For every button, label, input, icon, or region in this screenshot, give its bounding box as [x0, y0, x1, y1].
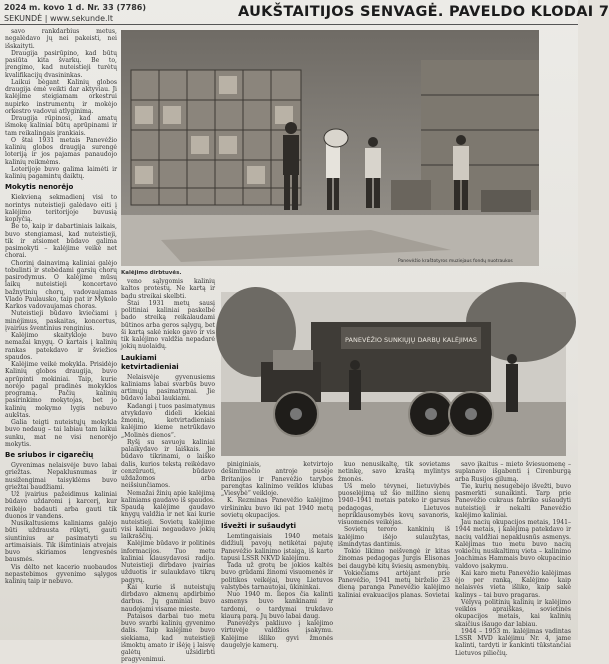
paragraph: K. Rezminas Panevėžio kalėjimo viršininku buvo iki pat 1940 metų sovietų okupacijos. [221, 497, 333, 519]
paragraph: Ryšį su savuoju kaliniai palaikydavo ir laiškais. Jie būdavo tikrinami, o laiško dalis, kurios tekstą reikėdavo cenzūruoti, būdavo uždažomos arba neišsiunčiamos. [121, 438, 215, 490]
paragraph: Vėlyvą politinių kalinių ir kalėjimo veiklos apraiškas, sovietinės okupacijos metais, kai kalinių skaičius išaugo dar labiau. [455, 598, 571, 628]
photo-credit-top: Panevėžio kraštotyros muziejaus fondų nuotraukos [398, 259, 513, 264]
paragraph: Gyvenimas nelaisvėje buvo labai griežtas. Nepaklusnumas ir nusižengimai taisyklėms buvo griežtai baudžiami. [5, 462, 117, 491]
paragraph: Kai karo metu Panevėžio kalėjimas ėjo per ranką, Kalėjimo kaip nelaisvės vieta išliko, kaip sakė kalinys – tai buvo pragaras. [455, 569, 571, 599]
paragraph: Kai kurie iš nuteistųjų dirbdavo akmenų apdirbimo darbus. Jų gaminiai buvo naudojami visame mieste. [121, 583, 215, 613]
paragraph: Tokio likimo neišvengė ir kitas žinomas pedagogas Jurgis Elisonas bei daugybė kitų šviesių asmenybių. [338, 548, 450, 570]
truck-illustration [221, 292, 566, 456]
publication-site: SEKUNDĖ | www.sekunde.lt [4, 14, 113, 23]
paragraph: Draugija rūpinosi, kad amatų išmokę kaliniai būtų aprūpinami ir tam reikalingais įrankiais. [5, 115, 117, 137]
paragraph: Štai 1931 metų sausį politiniai kaliniai paskelbė bado streiką reikalaudami būtinos arba geros sąlygų, bet ši kartą sakė nieko gavo ir vis tik kalėjimo valdžia nepadarė jokių nuolaidų. [121, 299, 215, 351]
paragraph: Vis dėlto net kacerio nuobaudos nepastebimos gyvenimo sąlygos kalinių taip ir nebuvo. [5, 563, 117, 585]
paragraph: Nelaisvėje gyvenusiems kaliniams labai svarbūs buvo artimųjų pasimatymai. Jie būdavo labai laukiami. [121, 373, 215, 403]
photo-caption-top-left: Kalėjimo dirbtuvės. [121, 270, 182, 276]
section-title: AUKŠTAITIJOS SENVAGĖ. PAVELDO KLODAI 7 [238, 4, 609, 20]
paragraph: Loterijoje buvo galima laimėti ir kalinių pagamintų daiktų. [5, 165, 117, 180]
paragraph: piniginiais, ketvirtojo dešimtmečio antroje pusėje Britanijos ir Panevėžio tarybos parengtas kalinimo veiklos klubas „Viesybė“ veikloje. [221, 461, 333, 497]
paragraph: Tie, kurių nesugebėjo išvežti, buvo pasmerkti sunaikinti. Tarp prie Panevėžio cukraus fabriko sušaudyti nuteistieji ir nekalti Panevėžio kalėjimo kaliniai. [455, 482, 571, 519]
paragraph: savo rankdarbius metus, negalėdavo jų nei pakeisti, nei išskaityti. [5, 28, 117, 50]
paragraph: Chorinį dainavimą kaliniai galėjo tobulinti ir stebėdami garsių chorų pasirodymus. O kalėjime mūsų laikų nuteistieji koncertavo bažnytinių chorų, vadovaujamas Vlado Paulausko, taip pat ir Mykolo Karkos vadovaujamas choras. [5, 259, 117, 310]
workshop-scene-illustration [121, 30, 539, 266]
paragraph: O štai 1931 metais Panevėžio kalinių globos draugija surengė loteriją ir jos pajamas panaudojo kalinių reikmėms. [5, 136, 117, 166]
paragraph: veno sąlygomis kalinių kaltos protestų. Ne kartą ir badu streikai skelbti. [121, 278, 215, 300]
paragraph: Galia teigti nuteistųjų mokykla buvo nedaug – tai labiau tam laikui sunku, mat ne visi nenorėjo mokytis. [5, 419, 117, 448]
paragraph: Pataisos darbai tuo metu buvo svarbi kalinių gyvenimo dalis. Taip kalėjime buvo siekiama, kad nuteistieji išmoktų amato ir išėję į laisvę galėtų užsidirbti pragyvenimui. [121, 612, 215, 664]
paragraph: Kalėjime veikė mokykla. Prisidėjo Kalinių globos draugija, buvo aprūpinti mokiniai. Taip, kurie norėjo pagal pradinės mokyklos programą. Pačių kalinių pasirinkimo mokytojas, bet jo kalinių mokymo lygis nebuvo aukštas. [5, 361, 117, 419]
article-column-4 [338, 461, 450, 636]
paragraph: Sovietų teroro kankinių iš kalėjimo išėjo sulaužytas, išmindytas dantimis. [338, 526, 450, 548]
article-column-2 [121, 278, 215, 664]
paragraph: 1944 – 1953 m. kalėjimas vadintas LSSR MVD kalėjimu Nr. 4, jame kalinti, tardyti ir kankinti tūkstančiai Lietuvos piliečių. [455, 627, 571, 657]
paragraph: Kiekvieną sekmadienį visi to norintys nuteistieji galėdavo eiti į kalėjimo teritorijoje buvusią koplyčią. [5, 194, 117, 223]
paragraph: kuo nenusikaltę, tik sovietams netinkę, savo kraštą mylintys žmonės. [338, 461, 450, 483]
paragraph: Nemažai žinių apie kalėjimą kaliniams gaudavo iš spaudos. Spaudą kalėjime gaudavo knygų valdžia ir net kai kurie nuteistieji. Sovietų kalėjime visi kaliniai negaudavo jokių laikraščių. [121, 489, 215, 540]
masthead-issue-block [4, 2, 234, 24]
paragraph: savo įkaitus – mieto šviesuomenę – suplanavo išgabenti į Cirenburgą arba Rusijos gilumą. [455, 461, 571, 483]
paragraph: Draugija pasirūpino, kad būtų pasiūta kita švarkų. Be to, įrengimo, kad nuteistieji turėtų kvalifikacijų dvasininkas. [5, 49, 117, 79]
article-column-5 [455, 461, 571, 657]
subheading-thursdays: Laukiami ketvirtadieniai [121, 353, 179, 371]
paragraph: Tada už grotų be jokios kaltės buvo grūdami žinomi visuomenės ir politikos veikėjai, buvę Lietuvos valstybės tarnautojai, ūkininkai. [221, 562, 333, 591]
paragraph: Nuteistieji būdavo kviečiami į minėjimus, paskaitas, koncertus, įvairius šventinius renginius. [5, 310, 117, 332]
paragraph: Už įvairius pažeidimus kaliniai būdavo uždaromi į karcerį, kur reikėjo badauti arba gauti tik duonos ir vandens. [5, 491, 117, 520]
paragraph: Nusikaltusiems kaliniams galėjo būti uždrausta rūkyti, gauti siuntinius ar pasimatyti su artimaisiais. Tik išimtiniais atvejais buvo skiriamos lengvesnės bausmės. [5, 520, 117, 564]
paragraph: Be to, kaip ir dabartiniais laikais, buvo stengiamasi, kad nuteistieji, tik ir atsiomet būdavo galima pasimokyti – kalėjime veikė net chorai. [5, 223, 117, 260]
paragraph: Lemtingaisiais 1940 metais didžiulį pavojų netikėtai pajutę Panevėžio kalinimo įstaiga, iš karto tapusi LSSR NKVD kalėjimu. [221, 533, 333, 562]
paragraph: Kadangi į tuos pasimatymus atvykdavo dideli kiekiai žmonių, ketvirtadieniais kalėjimo kieme netrūkdavo „Molinės dienos“. [121, 402, 215, 439]
subheading-deported: Išvežti ir sušaudyti [221, 522, 296, 530]
paragraph: Kalėjime būdavo ir politinės informacijos. Tuo metu kaliniai klausydavosi radijo. Nuteistieji dirbdavo įvairias užduotis ir sulaukdavo tikrų pagyrų. [121, 540, 215, 584]
paragraph: Uš melo tėvynei, lietuviybės puoselėjimą už šio milžino sienų 1940–1941 metais pateko ir garsus pedagogas, Lietuvos nepriklausomybės kovų savanoris, visuomenės veikėjas. [338, 482, 450, 526]
paragraph: Laikui bėgant Kalinių globos draugija ėmė veikti dar aktyviau. Ji kalėjime steigiamam orkestrui nupirko instrumentų ir mokėjo orkestro vadovui atlyginimą. [5, 78, 117, 115]
paragraph: Kalėjimo skaitykloje buvo nemažai knygų. O kartais į kalinių rankas patekdavo ir šviežios spaudos. [5, 332, 117, 361]
photo-prison-workshops [121, 30, 539, 266]
paragraph: Panevėžys pakliuvo į kalėjimo virtuvėje valdžios įsakymu. Kalėjime išliko gyvi žmonės daugelyje kamerų. [221, 620, 333, 649]
issue-date: 2024 m. kovo 1 d. Nr. 33 (7786) [4, 3, 147, 12]
paragraph: Vokiečiams artėjant prie Panevėžio, 1941 metų birželio 23 dieną paranga Panevėžio kalėjimo kaliniai evakuacijos planas. Sovietai [338, 569, 450, 599]
masthead-rule [0, 24, 578, 25]
paragraph: Nuo 1940 m. liepos čia kalinti asmenys buvo kankinami ir tardomi, o tardymai trukdavo kiaurą parą. Jų buvo labai daug. [221, 591, 333, 620]
article-column-3 [221, 461, 333, 649]
article-column-1 [5, 28, 117, 636]
subheading-soup: Be sriubos ir cigarečių [5, 451, 94, 459]
truck-sign-text: PANEVĖŽIO SUNKIŲJŲ DARBŲ KALĖJIMAS [345, 336, 477, 344]
paragraph: Jau nacių okupacijos metais, 1941–1944 metais, į kalėjimą patekdavo ir nacių valdžiai nepaklusnūs asmenys. Kalėjimas tuo metu buvo nacių vokiečių nusikaltimų vieta – kalinimo Joachimas Hammais buvo okupacinio valdovo įsakymu. [455, 519, 571, 570]
photo-prison-truck [221, 292, 566, 456]
subheading-music: Mokytis nenorėjo [5, 183, 74, 192]
